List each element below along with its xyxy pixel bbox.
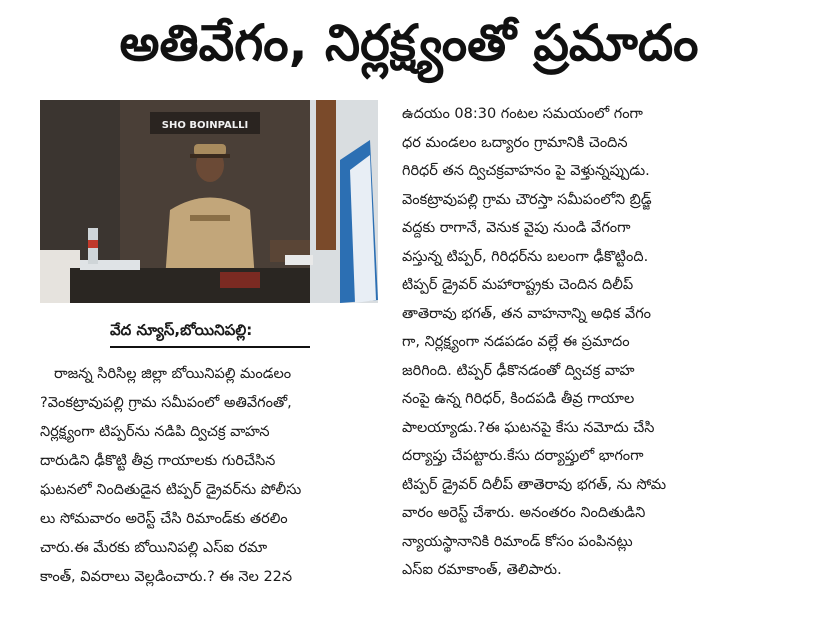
sho-sign-text: SHO BOINPALLI (161, 120, 249, 131)
byline: వేద న్యూస్,బోయినిపల్లి: (110, 316, 310, 348)
right-line: పాలయ్యాడు.?ఈ ఘటనపై కేసు నమోదు చేసి (402, 419, 655, 436)
headline: అతివేగం, నిర్లక్ష్యంతో ప్రమాదం (119, 14, 699, 72)
right-line: దర్యాప్తు చేపట్టారు.కేసు దర్యాప్తులో భాగంగా (402, 448, 644, 464)
right-line: వెంకట్రావుపల్లి గ్రామ చౌరస్తా సమీపంలోని బ్రిడ్జ్ (402, 191, 652, 208)
right-line: వారం అరెస్ట్ చేశారు. అనంతరం నిందితుడిని (402, 505, 646, 521)
right-line: వద్దకు రాగానే, వెనుక వైపు నుండి వేగంగా (402, 220, 631, 236)
photo-illustration (40, 100, 378, 303)
right-line: ఉదయం 08:30 గంటల సమయంలో గంగా (402, 106, 643, 122)
right-line: న్యాయస్థానానికి రిమాండ్ కోసం పంపినట్లు (402, 533, 633, 550)
left-line: లు సోమవారం అరెస్ట్ చేసి రిమాండ్‌కు తరలిం (40, 511, 288, 527)
left-line: కాంత్, వివరాలు వెల్లడించారు.? ఈ నెల 22న (40, 569, 293, 585)
right-line: జరిగింది. టిప్పర్ ఢీకొనడంతో ద్విచక్ర వాహ (402, 362, 635, 379)
left-line: ?వెంకట్రావుపల్లి గ్రామ సమీపంలో అతివేగంతో, (40, 395, 292, 411)
right-line: టిప్పర్ డ్రైవర్ దిలీప్ తాతెరావు భగత్, ను సోమ (402, 476, 667, 493)
right-line: తాతెరావు భగత్, తన వాహనాన్ని అధిక వేగం (402, 305, 651, 322)
left-line: ఘటనలో నిందితుడైన టిప్పర్ డ్రైవర్‌ను పోలీసు (40, 482, 302, 498)
news-photo (40, 100, 378, 303)
right-line: ఎస్ఐ రమాకాంత్, తెలిపారు. (402, 562, 562, 578)
left-line: రాజన్న సిరిసిల్ల జిల్లా బోయినిపల్లి మండలం (54, 366, 292, 382)
left-line: దారుడిని ఢీకొట్టి తీవ్ర గాయాలకు గురిచేసిన (40, 453, 276, 469)
right-line: టిప్పర్ డ్రైవర్ మహారాష్ట్రకు చెందిన దిలీప్ (402, 277, 634, 293)
right-column (402, 100, 774, 585)
left-line: నిర్లక్ష్యంగా టిప్పర్‌ను నడిపి ద్విచక్ర వాహన (40, 424, 270, 440)
left-column (40, 360, 380, 592)
right-line: ధర మండలం ఒద్యారం గ్రామానికి చెందిన (402, 134, 628, 151)
right-line: గా, నిర్లక్ష్యంగా నడపడం వల్లే ఈ ప్రమాదం (402, 334, 630, 350)
left-line: చారు.ఈ మేరకు బోయినిపల్లి ఎస్ఐ రమా (40, 540, 268, 556)
right-line: గిరిధర్ తన ద్విచక్రవాహనం పై వెళ్తున్నప్పుడు. (402, 163, 650, 179)
right-line: నంపై ఉన్న గిరిధర్, కిందపడి తీవ్ర గాయాల (402, 391, 635, 407)
right-line: వస్తున్న టిప్పర్, గిరిధర్‌ను బలంగా ఢీకొట్టింది. (402, 248, 649, 265)
